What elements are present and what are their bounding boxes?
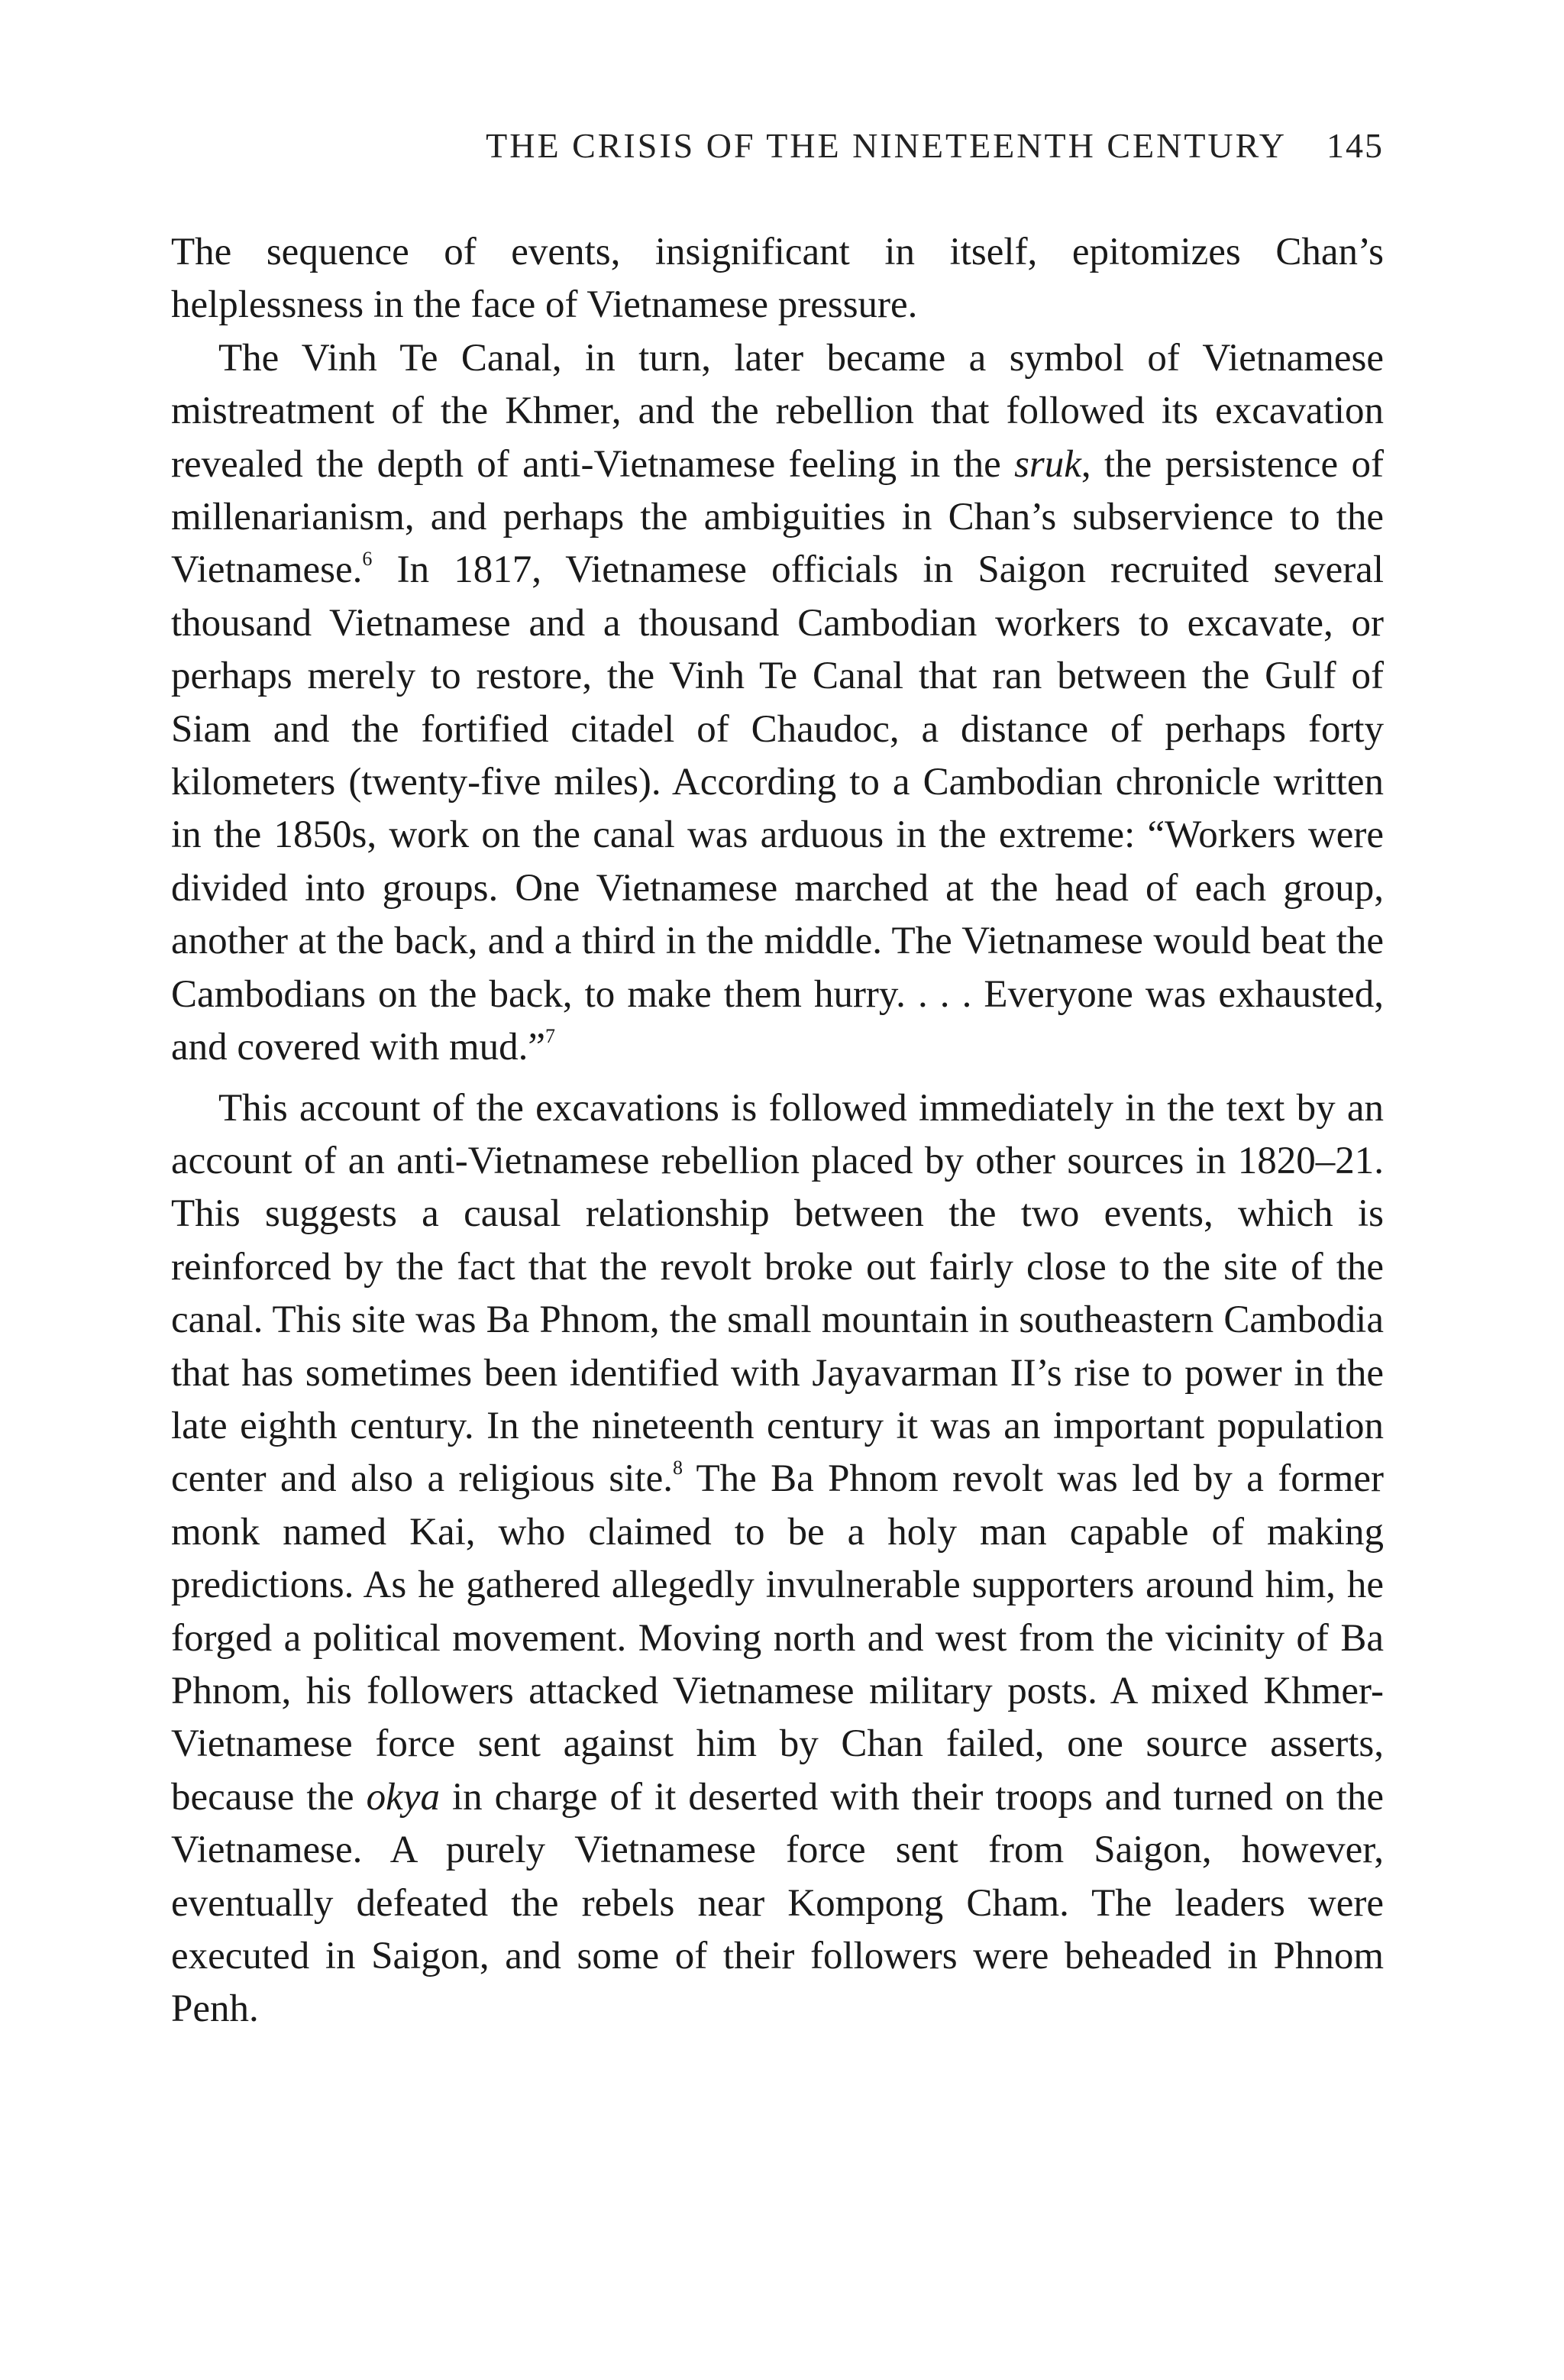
paragraph-3-text-b: The Ba Phnom revolt was led by a former monk named Kai, who claimed to be a holy man capable of making predictions. As he gathered allegedly invulnerable supporters around him, he forged a political movement. Moving north and west from the vicinity of Ba Phnom, his followers attacked Vietnamese military posts. A mixed Khmer-Vietnamese force sent against him by Chan failed, one source asserts, because the xyxy=(171,1457,1384,1819)
paragraph-2-text-b: , the persistence of millenarianism, and perhaps the ambiguities in Chan’s subservience to the Vietnamese. xyxy=(171,442,1384,592)
footnote-ref-6: 6 xyxy=(362,548,373,571)
paragraph-3-text-a: This account of the excavations is followed immediately in the text by an account of an anti-Vietnamese rebellion placed by other sources in 1820–21. This suggests a causal relationship between the two events, which is reinforced by the fact that the revolt broke out fairly close to the site of the canal. This site was Ba Phnom, the small mountain in southeastern Cambodia that has sometimes been identified with Jayavarman II’s rise to power in the late eighth century. In the nineteenth century it was an important population center and also a religious site. xyxy=(171,1086,1384,1501)
page-number: 145 xyxy=(1326,126,1384,165)
paragraph-3 xyxy=(171,1082,1384,2036)
paragraph-2-text-a: The Vinh Te Canal, in turn, later became a symbol of Vietnamese mistreatment of the Khmer, and the rebellion that followed its excavation revealed the depth of anti-Vietnamese feeling in the xyxy=(171,336,1384,486)
paragraph-1-text: The sequence of events, insignificant in itself, epitomizes Chan’s helplessness in the face of Vietnamese pressure. xyxy=(171,231,1384,327)
running-title: THE CRISIS OF THE NINETEENTH CENTURY xyxy=(486,126,1287,165)
footnote-ref-7: 7 xyxy=(545,1025,556,1048)
running-head xyxy=(171,125,1384,166)
paragraph-2 xyxy=(171,332,1384,1075)
paragraph-1 xyxy=(171,226,1384,332)
body-text xyxy=(171,226,1384,2036)
term-okya: okya xyxy=(366,1775,440,1819)
footnote-ref-8: 8 xyxy=(672,1457,683,1479)
paragraph-3-text-c: in charge of it deserted with their troops and turned on the Vietnamese. A purely Vietnamese force sent from Saigon, however, eventually defeated the rebels near Kompong Cham. The leaders were executed in Saigon, and some of their followers were beheaded in Phnom Penh. xyxy=(171,1775,1384,2031)
paragraph-2-text-c: In 1817, Vietnamese officials in Saigon recruited several thousand Vietnamese and a thousand Cambodian workers to excavate, or perhaps merely to restore, the Vinh Te Canal that ran between the Gulf of Siam and the fortified citadel of Chaudoc, a distance of perhaps forty kilometers (twenty-five miles). According to a Cambodian chronicle written in the 1850s, work on the canal was arduous in the extreme: “Workers were divided into groups. One Vietnamese marched at the head of each group, another at the back, and a third in the middle. The Vietnamese would beat the Cambodians on the back, to make them hurry. . . . Everyone was exhausted, and covered with mud.” xyxy=(171,548,1384,1069)
term-sruk: sruk xyxy=(1014,442,1081,486)
